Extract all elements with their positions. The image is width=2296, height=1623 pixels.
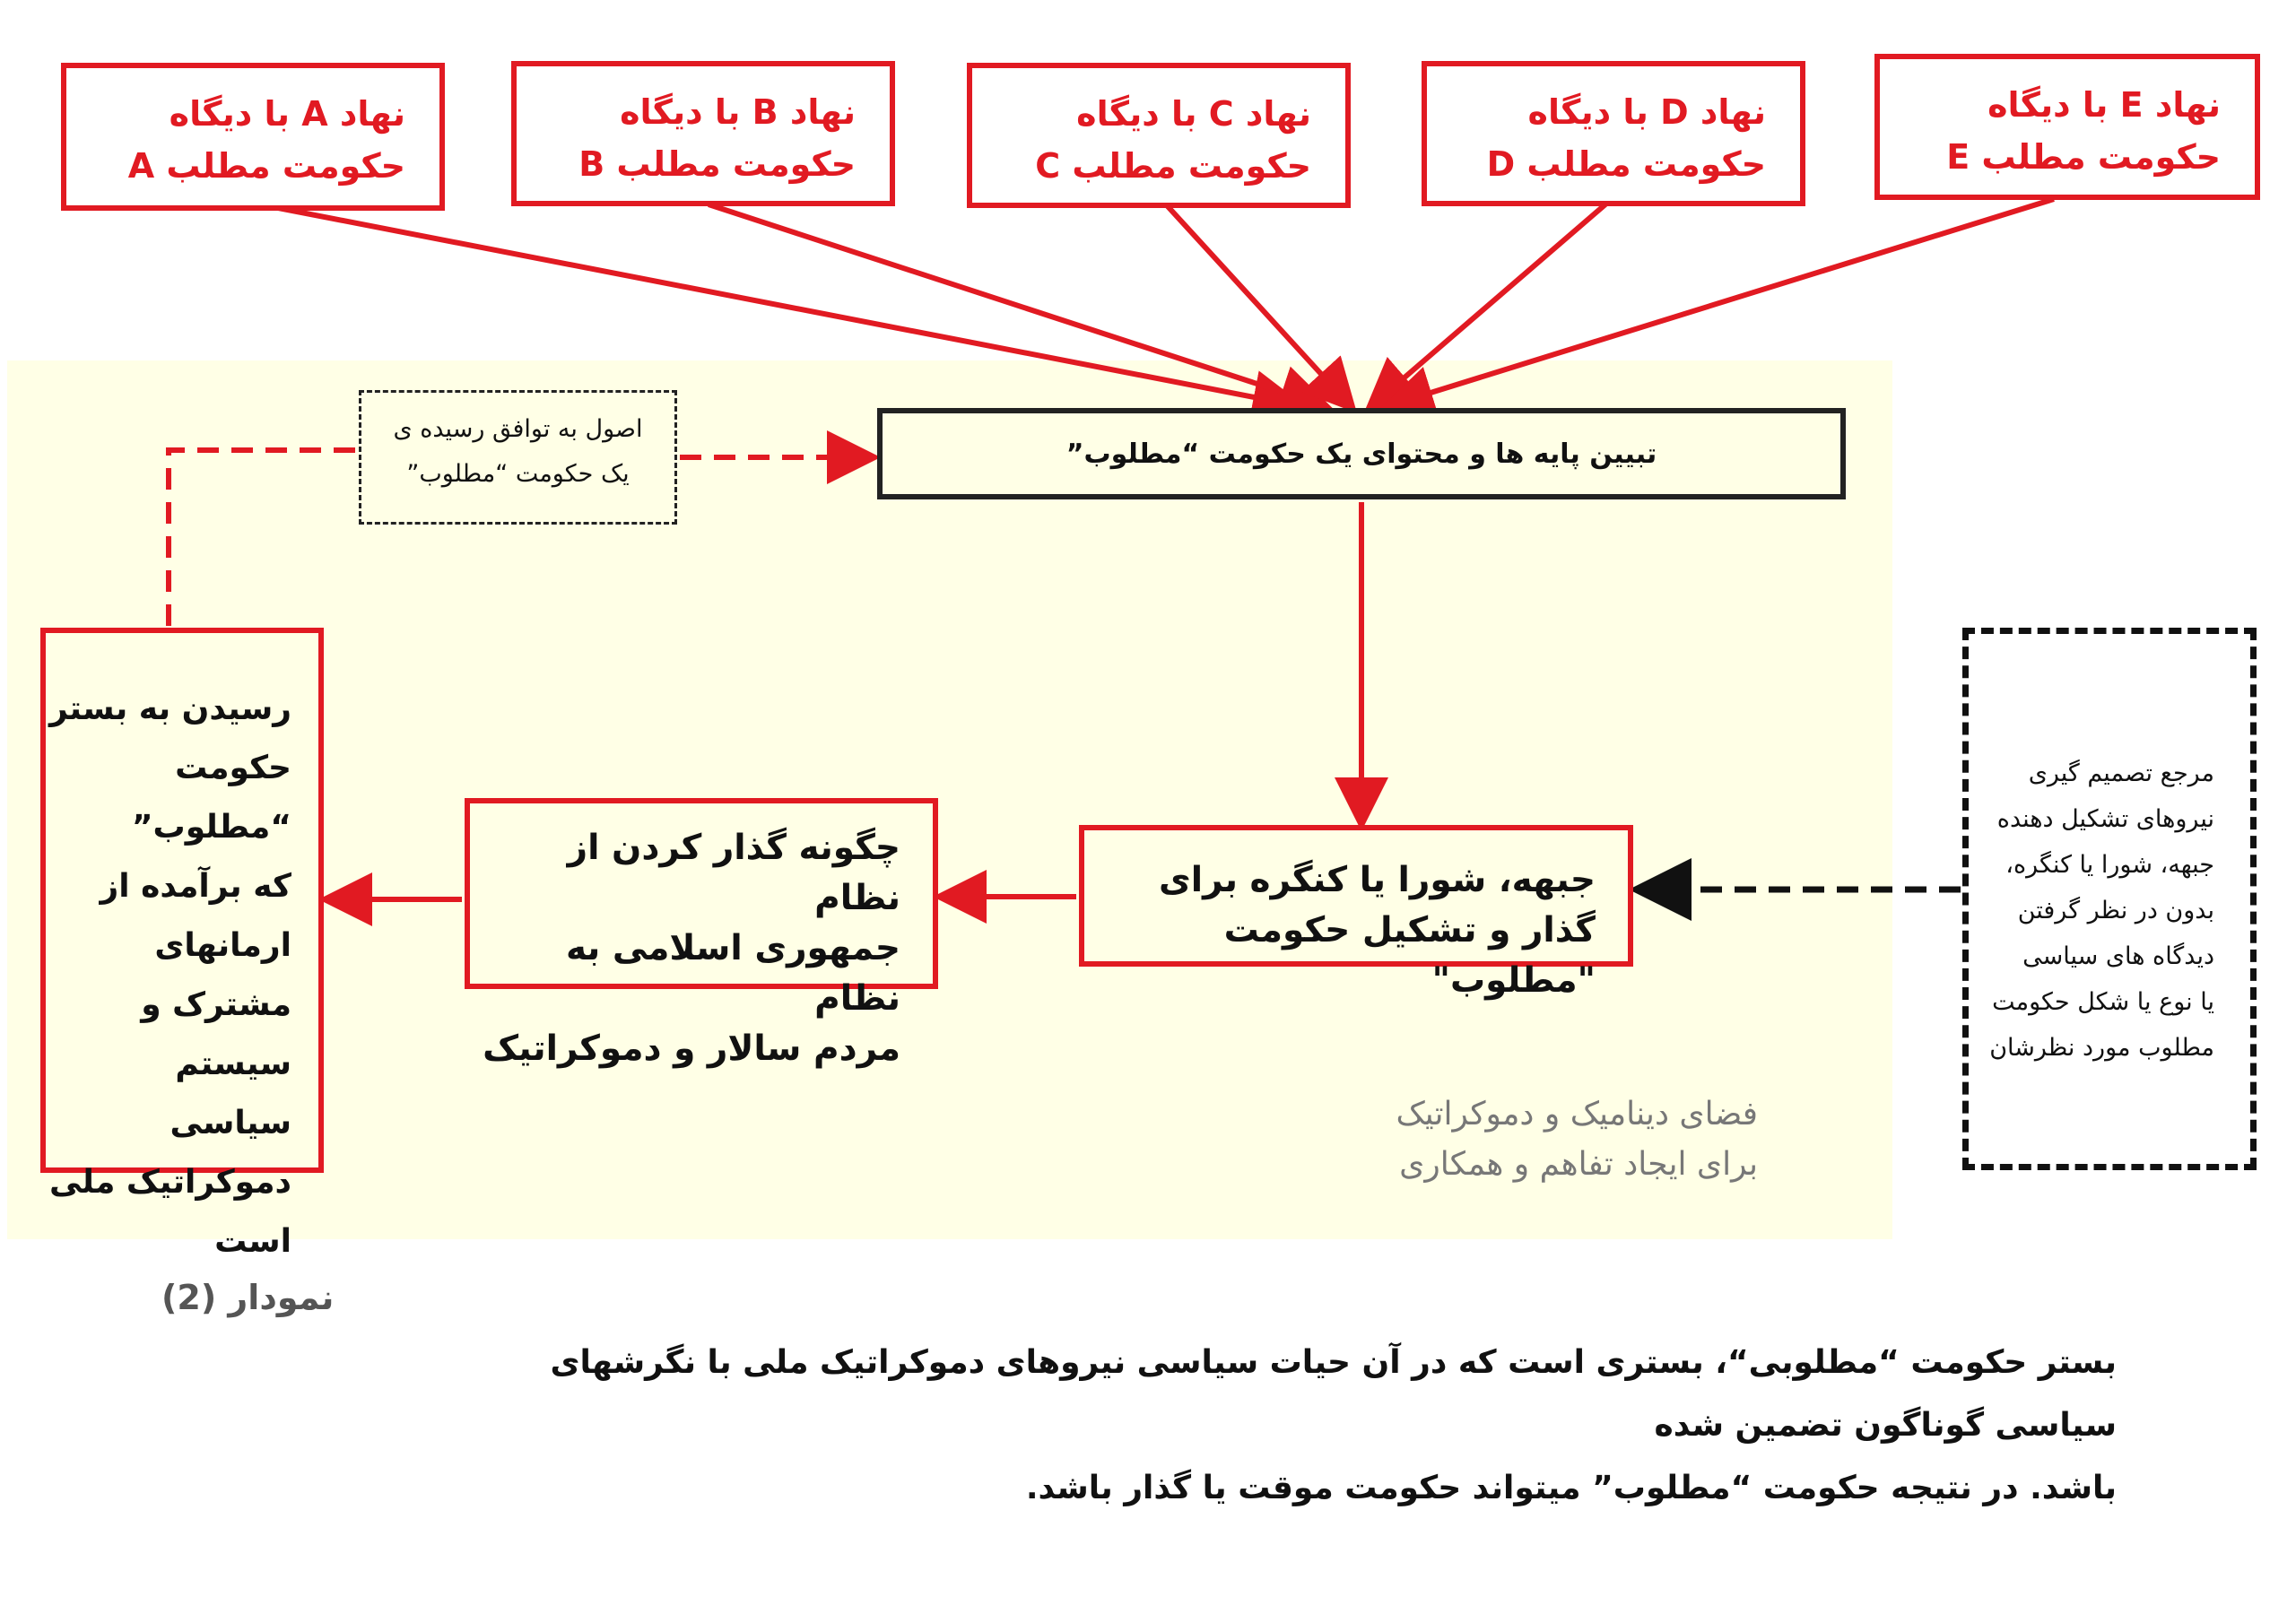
front-council-box (1079, 825, 1633, 1001)
front-line1: جبهه، شورا یا کنگره برای (1158, 860, 1596, 900)
transition-line3: مردم سالار و دموکراتیک (483, 1028, 900, 1069)
agreed-principles-box (359, 390, 677, 525)
result-line2: حکومت “مطلوب” (131, 750, 291, 846)
arrow-source-a (269, 206, 1296, 405)
reference-line1: مرجع تصمیم گیری (2028, 759, 2214, 787)
result-line6: دموکراتیک ملی (48, 1164, 291, 1201)
reference-line6: یا نوع یا شکل حکومت (1992, 988, 2214, 1016)
space-label-line2: برای ایجاد تفاهم و همکاری (1399, 1146, 1758, 1183)
dashed-result-to-principles (169, 450, 355, 626)
reference-line7: مطلوب مورد نظرشان (1989, 1034, 2214, 1062)
source-box-d (1422, 61, 1805, 206)
decision-reference-box (1962, 628, 2257, 1170)
source-label-line2: حکومت مطلب C (1035, 146, 1311, 186)
dynamic-space-label (1283, 1089, 1758, 1190)
space-label-line1: فضای دینامیک و دموکراتیک (1396, 1096, 1758, 1133)
source-label-line2: حکومت مطلب B (578, 144, 856, 184)
source-label-line1: نهاد D با دیگاه (1527, 92, 1766, 132)
source-box-e (1874, 54, 2260, 200)
body-paragraph (466, 1332, 2117, 1520)
result-box (40, 628, 324, 1260)
reference-line5: دیدگاه های سیاسی (2022, 942, 2214, 970)
diagram-caption: نمودار (2) (161, 1278, 335, 1317)
reference-line3: جبهه، شورا یا کنگره، (2005, 851, 2214, 879)
transition-line2: جمهوری اسلامی به نظام (565, 928, 900, 1019)
transition-line1: چگونه گذار کردن از نظام (567, 828, 900, 918)
source-box-b (511, 61, 895, 206)
result-line3: که برآمده از (100, 868, 291, 905)
arrow-source-b (709, 204, 1323, 405)
arrow-source-c (1166, 204, 1350, 405)
source-label-line1: نهاد A با دیگاه (169, 94, 405, 134)
source-label-line1: نهاد C با دیگاه (1076, 94, 1311, 134)
transition-box (465, 798, 938, 1069)
source-label-line1: نهاد B با دیگاه (620, 92, 856, 132)
source-box-a (61, 63, 445, 211)
source-label-line2: حکومت مطلب E (1946, 137, 2221, 177)
definition-label: تبیین پایه ها و محتوای یک حکومت “مطلوب” (1065, 438, 1657, 470)
front-line2: گذار و تشکیل حکومت "مطلوب" (1223, 910, 1596, 1001)
principles-line2: یک حکومت “مطلوب” (406, 460, 630, 488)
source-label-line2: حکومت مطلب A (127, 146, 405, 186)
source-box-c (967, 63, 1351, 208)
source-label-line1: نهاد E با دیگاه (1987, 85, 2221, 125)
result-line5: سیستم سیاسی (170, 1046, 291, 1141)
result-line4: ارمانهای مشترک و (141, 927, 291, 1023)
result-line7: است (214, 1223, 291, 1260)
reference-line2: نیروهای تشکیل دهنده (1996, 805, 2214, 833)
principles-line1: اصول به توافق رسیده ی (393, 415, 643, 443)
source-label-line2: حکومت مطلب D (1486, 144, 1766, 184)
body-line2: باشد. در نتیجه حکومت “مطلوب” میتواند حکومت موقت یا گذار باشد. (1025, 1470, 2117, 1506)
reference-line4: بدون در نظر گرفتن (2017, 897, 2214, 924)
definition-box (877, 408, 1846, 499)
result-line1: رسیدن به بستر (49, 690, 291, 727)
body-line1: بستر حکومت “مطلوبی“، بستری است که در آن حیات سیاسی نیروهای دموکراتیک ملی با نگرشهای سیاسی گوناگون تضمین شده (550, 1344, 2117, 1444)
